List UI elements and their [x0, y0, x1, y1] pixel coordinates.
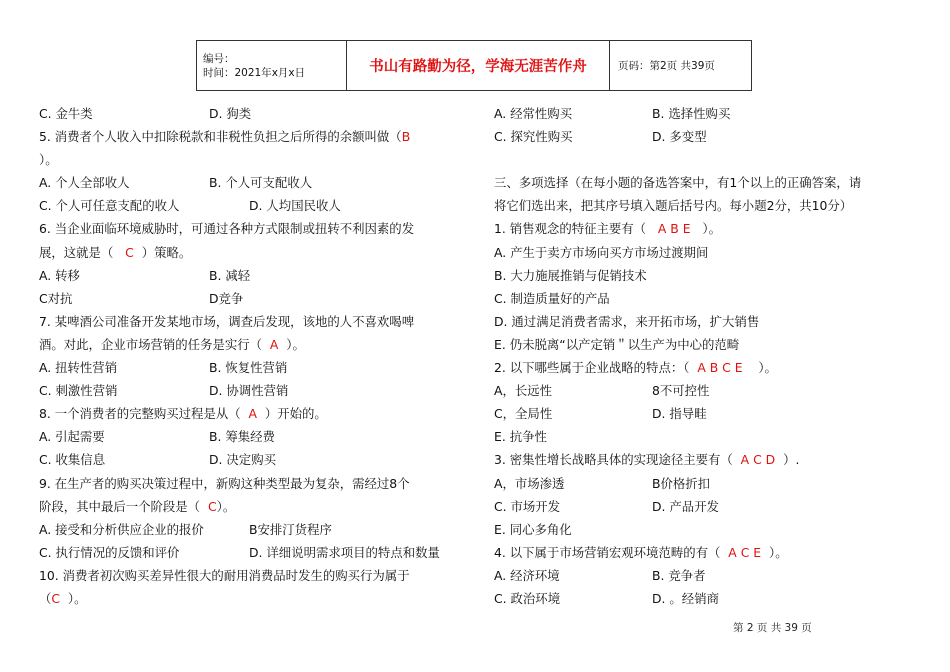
option-a: C. 执行情况的反馈和评价 [39, 544, 180, 560]
option-a: C. 金牛类 [39, 106, 93, 121]
question-text: 阶段，其中最后一个阶段是（ [39, 498, 208, 514]
option-row [39, 356, 459, 379]
answer-mark: A C D [740, 452, 776, 468]
text-line [39, 495, 459, 518]
time-label: 时间：2021年x月x日 [203, 66, 306, 79]
text-line [39, 148, 459, 171]
option-a: A. 个人全部收人 [39, 175, 130, 191]
question-text: 7. 某啤酒公司准备开发某地市场，调查后发现，该地的人不喜欢喝啤 [39, 313, 415, 329]
option-b: B安排汀货程序 [249, 521, 332, 537]
option-a: A. 扭转性营销 [39, 360, 118, 376]
question-text: C. 制造质量好的产品 [494, 290, 610, 306]
answer-mark: A C E [728, 544, 762, 560]
text-line [494, 310, 914, 333]
option-b: D. 决定购买 [209, 452, 276, 468]
option-row [39, 102, 459, 125]
option-a: A. 转移 [39, 267, 80, 283]
text-line [494, 425, 914, 448]
text-line [39, 125, 459, 148]
text-line [494, 541, 914, 564]
answer-mark: A B E [657, 221, 691, 237]
option-b: B. 选择性购买 [652, 106, 731, 121]
option-row [39, 171, 459, 194]
question-text-tail: ）。 [216, 498, 236, 514]
option-b: B. 竞争者 [652, 567, 706, 583]
text-line [39, 587, 459, 610]
question-text: 4. 以下属于市场营销宏观环境范畴的有（ [494, 544, 729, 560]
text-line [39, 333, 459, 356]
question-text: （ [39, 590, 52, 606]
text-line [39, 310, 459, 333]
text-line [39, 241, 459, 264]
number-label: 编号： [203, 52, 235, 65]
question-text: B. 大力施展推销与促销技术 [494, 267, 647, 283]
option-b: D. 人均国民收人 [249, 198, 341, 214]
option-row [494, 379, 914, 402]
question-text: E. 抗争性 [494, 429, 547, 445]
option-b: D. 详细说明需求项目的特点和数量 [249, 544, 440, 560]
answer-mark: C [125, 244, 134, 260]
question-text: A. 产生于卖方市场向买方市场过渡期间 [494, 244, 709, 260]
answer-mark: B [401, 129, 411, 145]
text-line [494, 356, 914, 379]
option-a: A，市场渗透 [494, 475, 565, 491]
question-text-tail: ）。 [742, 360, 777, 376]
question-text: 酒。对此，企业市场营销的任务是实行（ [39, 336, 270, 352]
question-text-tail: ）。 [60, 590, 87, 606]
option-row [494, 102, 914, 125]
question-text: 5. 消费者个人收入中扣除税款和非税性负担之后所得的余额叫做（ [39, 129, 402, 145]
option-row [39, 541, 459, 564]
text-line [494, 333, 914, 356]
option-row [39, 448, 459, 471]
question-text: 三、多项选择（在每小题的备选答案中，有1个以上的正确答案，请 [494, 175, 862, 191]
text-line [494, 171, 914, 194]
option-b: D竞争 [209, 290, 244, 306]
text-line [494, 287, 914, 310]
option-b: D. 狗类 [209, 106, 252, 121]
page-label: 页码：第2页 共39页 [610, 41, 752, 91]
question-text-tail: ）。 [761, 544, 788, 560]
option-row [494, 402, 914, 425]
option-b: B. 筹集经费 [209, 429, 275, 445]
option-b: D. 指导畦 [652, 406, 707, 422]
page-footer: 第 2 页 共 39 页 [733, 622, 812, 634]
option-b: D. 产品开发 [652, 498, 719, 514]
option-a: A. 经常性购买 [494, 106, 573, 121]
option-row [494, 495, 914, 518]
answer-mark: A [248, 406, 257, 422]
option-row [39, 264, 459, 287]
question-text: 1. 销售观念的特征主要有（ [494, 221, 658, 237]
option-row [494, 125, 914, 148]
text-line [39, 217, 459, 240]
option-row [494, 587, 914, 610]
option-row [39, 518, 459, 541]
option-a: C. 探究性购买 [494, 129, 573, 145]
option-b: D. 多变型 [652, 129, 707, 145]
answer-mark: C [51, 590, 61, 606]
right-column [494, 102, 914, 610]
text-line [494, 264, 914, 287]
question-text: 8. 一个消费者的完整购买过程是从（ [39, 406, 249, 422]
text-line [39, 472, 459, 495]
question-text: 6. 当企业面临环境威胁时，可通过各种方式限制或扭转不利因素的发 [39, 221, 415, 237]
question-text-tail: ）。 [690, 221, 721, 237]
question-text: D. 通过满足消费者需求，来开拓市场，扩大销售 [494, 313, 760, 329]
question-text: 展，这就是（ [39, 244, 126, 260]
question-text: 9. 在生产者的购买决策过程中，新购这种类型最为复杂，需经过8个 [39, 475, 410, 491]
option-row [39, 194, 459, 217]
option-row [39, 287, 459, 310]
question-text: ）。 [39, 152, 58, 168]
option-row [494, 564, 914, 587]
spacer [494, 148, 914, 171]
option-a: A，长远性 [494, 383, 553, 399]
option-a: C. 刺激性营销 [39, 383, 118, 399]
option-a: C对抗 [39, 290, 73, 306]
option-b: 8不可控性 [652, 383, 710, 399]
text-line [39, 402, 459, 425]
question-text: E. 仍未脱离“以产定销＂以生产为中心的范畸 [494, 336, 740, 352]
text-line [494, 217, 914, 240]
option-a: C. 个人可任意支配的收人 [39, 198, 180, 214]
option-a: C. 收集信息 [39, 452, 106, 468]
text-line [494, 194, 914, 217]
left-column [39, 102, 459, 610]
option-b: B. 恢复性营销 [209, 360, 288, 376]
option-row [39, 379, 459, 402]
text-line [39, 564, 459, 587]
option-b: D. 协调性营销 [209, 383, 289, 399]
option-b: B价格折扣 [652, 475, 711, 491]
option-b: B. 个人可支配收人 [209, 175, 313, 191]
question-text-tail: ）开始的。 [256, 406, 327, 422]
question-text-tail: ）。 [278, 336, 305, 352]
option-row [39, 425, 459, 448]
question-text: 2. 以下哪些属于企业战略的特点：（ [494, 360, 698, 376]
answer-mark: C [207, 498, 217, 514]
motto: 书山有路勤为径，学海无涯苦作舟 [347, 41, 610, 91]
answer-mark: A B C E [697, 360, 743, 376]
question-text: E. 同心多角化 [494, 521, 572, 537]
question-text-tail: ）策略。 [133, 244, 192, 260]
answer-mark: A [269, 336, 279, 352]
option-a: A. 经济环境 [494, 567, 560, 583]
question-text: 10. 消费者初次购买差异性很大的耐用消费品时发生的购买行为属于 [39, 567, 410, 583]
option-row [494, 472, 914, 495]
question-text-tail: ）. [775, 452, 800, 468]
option-a: C. 政治环境 [494, 590, 561, 606]
question-text: 将它们选出来，把其序号填入题后括号内。每小题2分，共10分） [494, 198, 853, 214]
text-line [494, 448, 914, 471]
option-b: B. 减轻 [209, 267, 251, 283]
text-line [494, 518, 914, 541]
option-a: A. 接受和分析供应企业的报价 [39, 521, 204, 537]
page-header [196, 40, 752, 91]
option-a: C，全局性 [494, 406, 553, 422]
option-a: A. 引起需要 [39, 429, 105, 445]
option-a: C. 市场开发 [494, 498, 561, 514]
text-line [494, 241, 914, 264]
option-b: D. 。经销商 [652, 590, 719, 606]
header-info-cell [197, 41, 347, 91]
question-text: 3. 密集性增长战略具体的实现途径主要有（ [494, 452, 741, 468]
